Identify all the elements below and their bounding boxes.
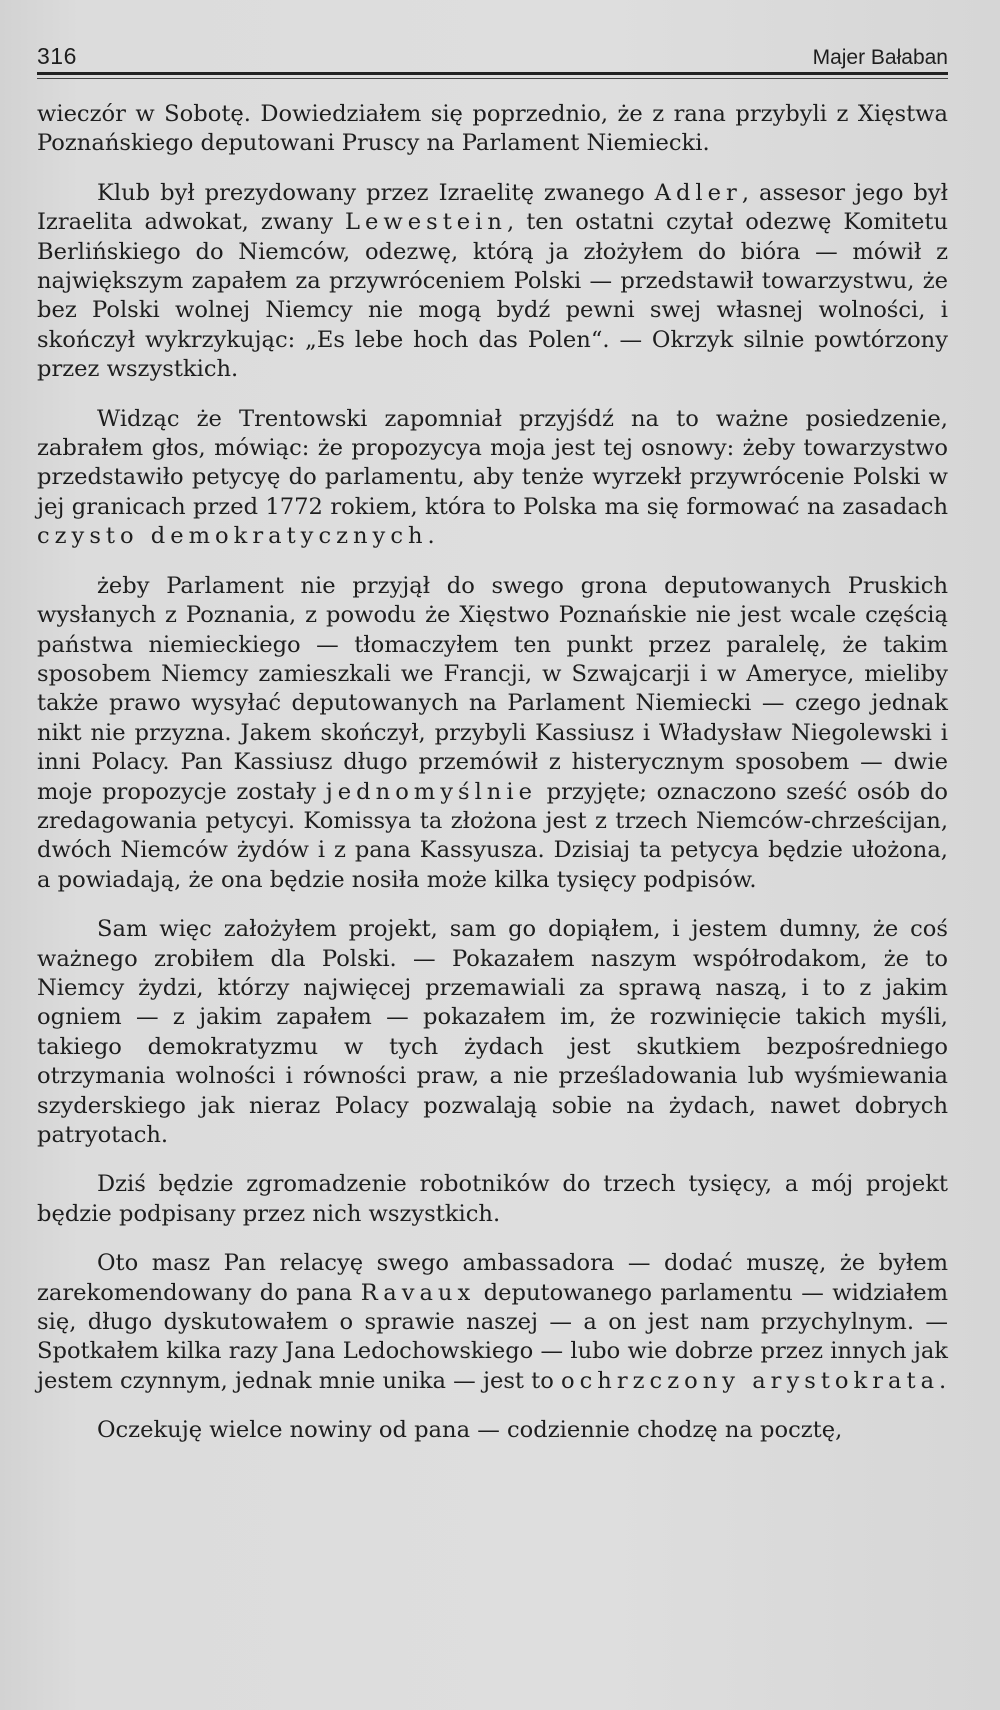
text-run: przyjęte; oznaczono sześć osób do zredagowania petycyi. Komissya ta złożona jest z trzech Niemców-chrześcijan, dwóch Niemców żydów i z pana Kassyusza. Dzisiaj ta petycya będzie ułożona, a powiadają, że ona będzie nosiła może kilka tysięcy podpisów. — [37, 778, 948, 893]
text-run: Sam więc założyłem projekt, sam go dopiąłem, i jestem dumny, że coś ważnego zrobiłem dla Polski. — Pokazałem naszym współrodakom, że to Niemcy żydzi, którzy najwięcej przemawiali za sprawą naszą, i to z jakim ogniem — z jakim zapałem — pokazałem im, że rozwinięcie takich myśli, takiego demokratyzmu w tych żydach jest skutkiem bezpośredniego otrzymania wolności i równości praw, a nie prześladowania lub wyśmiewania szyderskiego jak nieraz Polacy pozwalają sobie na żydach, nawet dobrych patryotach. — [37, 916, 948, 1148]
paragraph-8 — [37, 1416, 948, 1445]
text-run: , assesor jego był Izraelita adwokat, zwany — [37, 179, 948, 236]
text-run: Widząc że Trentowski zapomniał przyjśdź na to ważne posiedzenie, zabrałem głos, mówiąc: że propozycya moja jest tej osnowy: żeby towarzystwo przedstawiło petycyę do parlamentu, aby tenże wyrzekł przywrócenie Polski w jej granicach przed 1772 rokiem, która to Polska ma się formować na zasadach — [37, 405, 948, 520]
paragraph-2 — [37, 179, 948, 385]
text-run: , ten ostatni czytał odezwę Komitetu Berlińskiego do Niemców, odezwę, którą ja złożyłem do bióra — mówił z największym zapałem za przywróceniem Polski — przedstawił towarzystwu, że bez Polski wolnej Niemcy nie mogą bydź pewni swej własnej wolności, i skończył wykrzykując: „Es lebe hoch das Polen“. — Okrzyk silnie powtórzony przez wszystkich. — [37, 209, 949, 383]
paragraph-3 — [37, 405, 948, 552]
text-run: Oczekuję wielce nowiny od pana — codziennie chodzę na pocztę, — [97, 1417, 843, 1444]
text-run: wieczór w Sobotę. Dowiedziałem się poprzednio, że z rana przybyli z Xięstwa Poznańskiego deputowani Pruscy na Parlament Niemiecki. — [37, 101, 948, 157]
paragraph-4 — [37, 572, 948, 895]
text-run: deputowanego parlamentu — widziałem się, długo dyskutowałem o sprawie naszej — a on jest nam przychylnym. — Spotkałem kilka razy Jana Ledochowskiego — lubo wie dobrze przez innych jak jestem czynnym, jednak mnie unika — jest to — [37, 1279, 948, 1394]
text-body — [37, 100, 948, 1446]
text-run: . — [939, 1367, 947, 1394]
header-rule — [37, 72, 948, 75]
spaced-emphasis: ochrzczony arystokrata — [561, 1367, 940, 1394]
paragraph-5 — [37, 915, 948, 1150]
page-number: 316 — [37, 43, 77, 69]
header-rule-thin — [37, 78, 948, 79]
running-head: Majer Bałaban — [812, 46, 948, 69]
text-run: . — [427, 523, 435, 550]
paragraph-7 — [37, 1249, 948, 1396]
text-run: żeby Parlament nie przyjął do swego grona deputowanych Pruskich wysłanych z Poznania, z powodu że Xięstwo Poznańskie nie jest wcale częścią państwa niemieckiego — tłomaczyłem ten punkt przez paralelę, że takim sposobem Niemcy zamieszkali we Francji, w Szwajcarji i w Ameryce, mieliby także prawo wysyłać deputowanych na Parlament Niemiecki — czego jednak nikt nie przyzna. Jakem skończył, przybyli Kassiusz i Władysław Niegolewski i inni Polacy. Pan Kassiusz długo przemówił z histerycznym sposobem — dwie moje propozycje zostały — [37, 572, 948, 805]
spaced-emphasis: czysto demokratycznych — [37, 523, 428, 550]
spaced-emphasis: Adler — [654, 179, 742, 206]
paragraph-1 — [37, 100, 948, 159]
spaced-emphasis: Ravaux — [360, 1279, 476, 1306]
spaced-emphasis: jednomyślnie — [325, 778, 537, 805]
text-run: Dziś będzie zgromadzenie robotników do trzech tysięcy, a mój projekt będzie podpisany przez nich wszystkich. — [37, 1171, 948, 1227]
paragraph-6 — [37, 1170, 948, 1229]
page-header — [37, 36, 948, 70]
spaced-emphasis: Lewestein — [345, 209, 507, 236]
text-run: Oto masz Pan relacyę swego ambassadora — dodać muszę, że byłem zarekomendowany do pana — [37, 1250, 948, 1306]
text-run: Klub był prezydowany przez Izraelitę zwanego — [97, 179, 655, 206]
